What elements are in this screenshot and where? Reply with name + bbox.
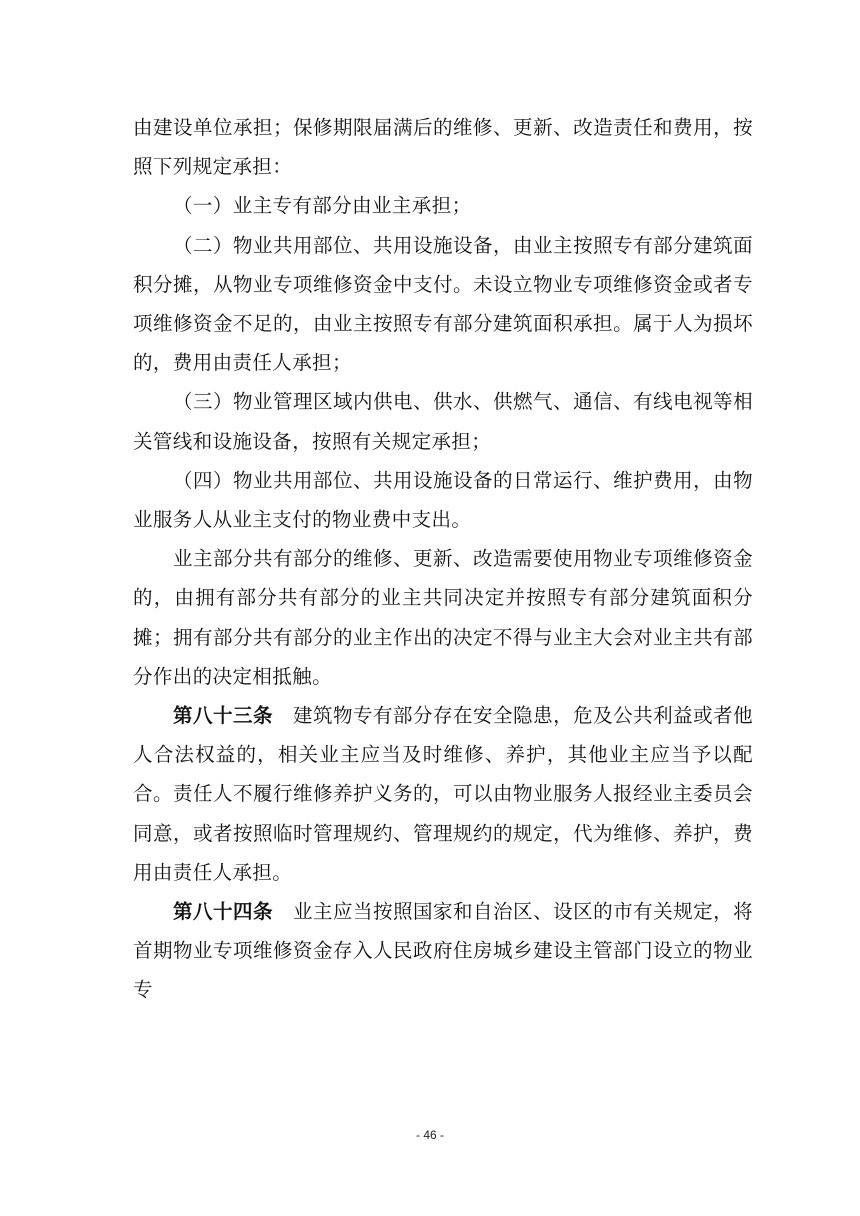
- paragraph-item-2: [133, 226, 753, 383]
- article-83: [133, 696, 753, 892]
- paragraph-item-1: [133, 186, 753, 225]
- paragraph-text: （三）物业管理区域内供电、供水、供燃气、通信、有线电视等相关管线和设施设备，按照有关规定承担；: [133, 390, 753, 453]
- paragraph-item-4: [133, 461, 753, 539]
- paragraph-partial-common: [133, 539, 753, 696]
- article-number: 第八十三条: [173, 704, 274, 728]
- paragraph-text: （四）物业共用部位、共用设施设备的日常运行、维护费用，由物业服务人从业主支付的物业费中支出。: [133, 468, 753, 532]
- document-body: [133, 108, 753, 1010]
- paragraph-text: （一）业主专有部分由业主承担；: [173, 194, 472, 218]
- paragraph-text: 由建设单位承担；保修期限届满后的维修、更新、改造责任和费用，按照下列规定承担：: [133, 116, 753, 179]
- paragraph-item-3: [133, 382, 753, 460]
- paragraph-text: 业主部分共有部分的维修、更新、改造需要使用物业专项维修资金的，由拥有部分共有部分的业主共同决定并按照专有部分建筑面积分摊；拥有部分共有部分的业主作出的决定不得与业主大会对业主共有部分作出的决定相抵触。: [133, 547, 753, 688]
- paragraph-text: 业主应当按照国家和自治区、设区的市有关规定，将首期物业专项维修资金存入人民政府住房城乡建设主管部门设立的物业专: [133, 900, 753, 1002]
- paragraph-text: 建筑物专有部分存在安全隐患，危及公共利益或者他人合法权益的，相关业主应当及时维修、养护，其他业主应当予以配合。责任人不履行维修养护义务的，可以由物业服务人报经业主委员会同意，或者按照临时管理规约、管理规约的规定，代为维修、养护，费用由责任人承担。: [133, 704, 753, 884]
- article-84: [133, 892, 753, 1010]
- article-number: 第八十四条: [173, 900, 274, 924]
- paragraph-continuation: [133, 108, 753, 186]
- page-number: - 46 -: [415, 1128, 444, 1142]
- paragraph-text: （二）物业共用部位、共用设施设备，由业主按照专有部分建筑面积分摊，从物业专项维修资金中支付。未设立物业专项维修资金或者专项维修资金不足的，由业主按照专有部分建筑面积承担。属于人为损坏的，费用由责任人承担；: [133, 233, 753, 375]
